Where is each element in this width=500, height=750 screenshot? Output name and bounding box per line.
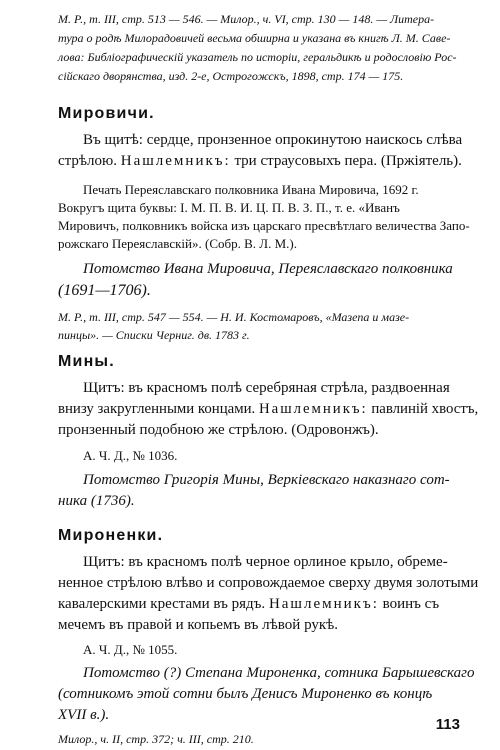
mirovichi-lineage-line-1: Потомство Ивана Мировича, Переяславскаго полковника bbox=[83, 261, 453, 277]
mirovichi-seal-line-2: Вокругъ щита буквы: І. М. П. В. И. Ц. П. В. З. П., т. е. «Иванъ bbox=[58, 200, 400, 215]
mirovichi-blazon-line-1: Въ щитѣ: сердце, пронзенное опрокинутою наискось слѣва bbox=[83, 132, 463, 148]
mirovichi-blazon-lead: стрѣлою. bbox=[58, 153, 117, 169]
mironenki-blazon-lead: кавалерскими крестами въ рядъ. bbox=[58, 596, 266, 612]
page-number: 113 bbox=[435, 716, 460, 733]
mirovichi-crest-label: Нашлемникъ: bbox=[120, 153, 231, 169]
section-title-miny: Мины. bbox=[58, 353, 115, 370]
mirovichi-seal-line-1: Печать Переяславскаго полковника Ивана Мировича, 1692 г. bbox=[83, 182, 419, 197]
miny-blazon-line-1: Щитъ: въ красномъ полѣ серебряная стрѣла, раздвоенная bbox=[83, 380, 450, 396]
mironenki-lineage-line-3: XVII в.). bbox=[58, 707, 110, 723]
top-reference-line-1: М. Р., т. III, стр. 513 — 546. — Милор., ч. VI, стр. 130 — 148. — Литера- bbox=[58, 12, 435, 26]
mironenki-blazon-line-3 bbox=[58, 597, 439, 612]
mirovichi-blazon-line-2 bbox=[58, 154, 462, 169]
miny-blazon-tail: павлиній хвостъ, bbox=[371, 401, 479, 417]
mirovichi-blazon-tail: три страусовыхъ пера. (Пржіятель). bbox=[234, 153, 462, 169]
section-title-mirovichi: Мировичи. bbox=[58, 105, 155, 122]
mironenki-reference: Милор., ч. II, стр. 372; ч. III, стр. 210. bbox=[58, 732, 254, 746]
mirovichi-seal-line-3: Мировичъ, полковникъ войска изъ царскаго пресвѣтлаго величества Запо- bbox=[58, 218, 470, 233]
top-reference-line-3: лова: Библіографическій указатель по исторіи, геральдикѣ и родословію Рос- bbox=[58, 50, 457, 64]
mironenki-lineage-line-1: Потомство (?) Степана Мироненка, сотника Барышевскаго bbox=[83, 665, 475, 681]
miny-blazon-lead: внизу закругленными концами. bbox=[58, 401, 256, 417]
miny-archive-ref: А. Ч. Д., № 1036. bbox=[83, 448, 178, 463]
miny-lineage-line-1: Потомство Григорія Мины, Веркіевскаго наказнаго сот- bbox=[83, 472, 450, 488]
mironenki-blazon-line-1: Щитъ: въ красномъ полѣ черное орлиное крыло, обреме- bbox=[83, 554, 448, 570]
miny-blazon-line-2 bbox=[58, 402, 478, 417]
mirovichi-seal-line-4: рожскаго Переяславскій». (Собр. В. Л. М.). bbox=[58, 236, 297, 251]
mirovichi-reference-line-2: пинцы». — Списки Черниг. дв. 1783 г. bbox=[58, 328, 250, 342]
top-reference-line-4: сійскаго дворянства, изд. 2-е, Острогожскъ, 1898, стр. 174 — 175. bbox=[58, 69, 404, 83]
miny-lineage-line-2: ника (1736). bbox=[58, 493, 135, 509]
mironenki-archive-ref: А. Ч. Д., № 1055. bbox=[83, 642, 178, 657]
miny-blazon-line-3: пронзенный подобною же стрѣлою. (Одровонжъ). bbox=[58, 422, 379, 438]
section-title-mironenki: Мироненки. bbox=[58, 527, 164, 544]
mironenki-lineage-line-2: (сотникомъ этой сотни былъ Денисъ Мироненко въ концѣ bbox=[58, 686, 433, 702]
mironenki-blazon-tail: воинъ съ bbox=[382, 596, 440, 612]
mirovichi-reference-line-1: М. Р., т. III, стр. 547 — 554. — Н. И. Костомаровъ, «Мазепа и мазе- bbox=[58, 310, 410, 324]
miny-crest-label: Нашлемникъ: bbox=[258, 401, 368, 417]
mironenki-crest-label: Нашлемникъ: bbox=[268, 596, 379, 612]
mirovichi-lineage-line-2: (1691—1706). bbox=[58, 282, 151, 299]
mironenki-blazon-line-2: ненное стрѣлою влѣво и сопровождаемое сверху двумя золотыми bbox=[58, 575, 479, 591]
top-reference-line-2: тура о родѣ Милорадовичей весьма обширна и указана въ книгѣ Л. М. Саве- bbox=[58, 31, 451, 45]
mironenki-blazon-line-4: мечемъ въ правой и копьемъ въ лѣвой рукѣ. bbox=[58, 617, 339, 633]
